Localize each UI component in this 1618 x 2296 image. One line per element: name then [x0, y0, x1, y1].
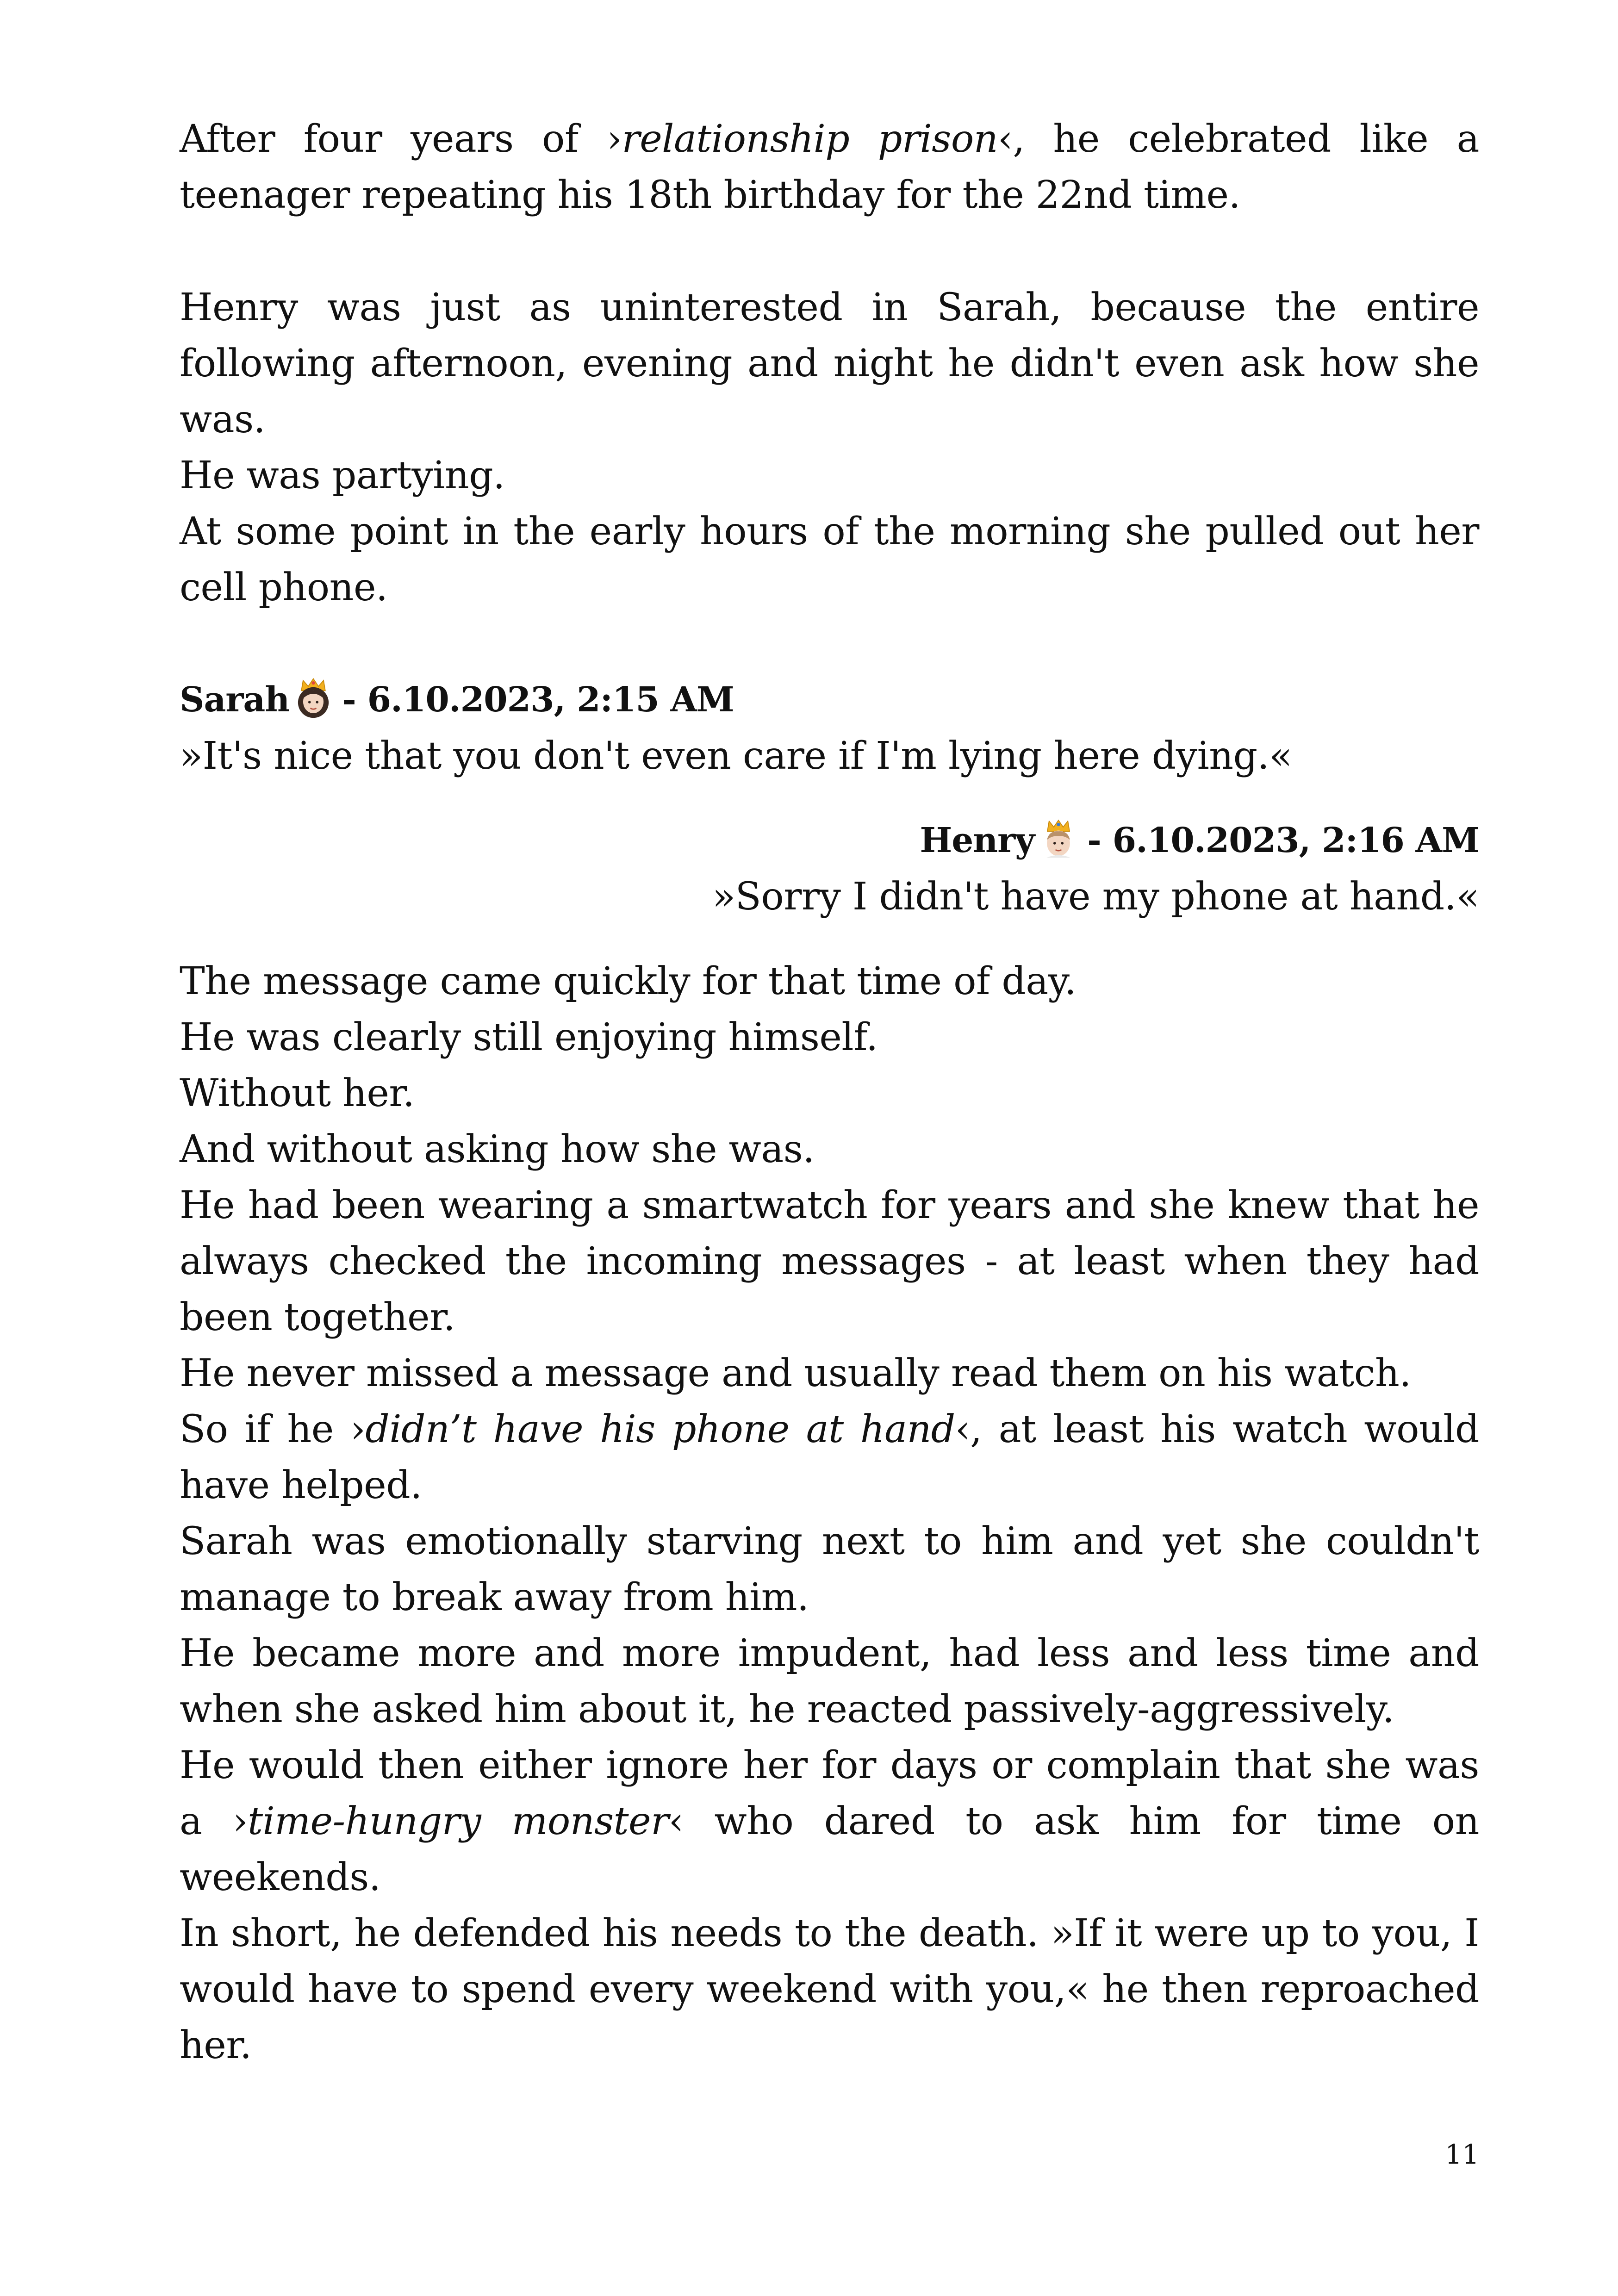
italic-phrase: relationship prison	[622, 117, 998, 161]
message-text: »Sorry I didn't have my phone at hand.«	[712, 875, 1479, 919]
paragraph: The message came quickly for that time of day.	[180, 959, 1077, 1003]
paragraph: He became more and more impudent, had less and less time and when she asked him about it, he reacted passively-aggressively.	[180, 1631, 1479, 1731]
message-timestamp: - 6.10.2023, 2:15 AM	[342, 680, 734, 720]
message-header	[180, 672, 1479, 728]
message-text: »It's nice that you don't even care if I'm lying here dying.«	[180, 734, 1292, 778]
paragraph: And without asking how she was.	[180, 1127, 815, 1171]
paragraph-gap	[180, 616, 1479, 672]
message-header	[180, 813, 1479, 869]
message-sender: Sarah	[180, 680, 290, 720]
paragraph: He was clearly still enjoying himself.	[180, 1015, 878, 1059]
paragraph: Henry was just as uninterested in Sarah, because the entire following afternoon, evening and night he didn't even ask how she was.	[180, 286, 1479, 442]
page-content	[180, 111, 1479, 2073]
prince-emoji-icon	[1037, 817, 1080, 859]
paragraph: He had been wearing a smartwatch for years and she knew that he always checked the incoming messages - at least when they had been together.	[180, 1183, 1479, 1339]
italic-phrase: time-hungry monster	[248, 1799, 669, 1843]
paragraph: Sarah was emotionally starving next to him and yet she couldn't manage to break away from him.	[180, 1519, 1479, 1619]
message-sender: Henry	[920, 821, 1035, 860]
message-timestamp: - 6.10.2023, 2:16 AM	[1087, 821, 1479, 860]
paragraph: So if he ›didn’t have his phone at hand‹, at least his watch would have helped.	[180, 1407, 1480, 1507]
message-gap	[180, 784, 1479, 813]
message-sarah	[180, 672, 1479, 784]
paragraph-gap	[180, 223, 1479, 280]
paragraph: Without her.	[180, 1071, 415, 1115]
paragraph: At some point in the early hours of the morning she pulled out her cell phone.	[180, 510, 1479, 610]
paragraph: He would then either ignore her for days or complain that she was a ›time-hungry monster‹ who dared to ask him for time on weekends.	[180, 1743, 1479, 1899]
paragraph: He never missed a message and usually read them on his watch.	[180, 1351, 1411, 1395]
paragraph: After four years of ›relationship prison‹, he celebrated like a teenager repeating his 18th birthday for the 22nd time.	[180, 117, 1480, 217]
paragraph-gap	[180, 925, 1479, 953]
page-number: 11	[1445, 2139, 1479, 2170]
princess-emoji-icon	[292, 676, 335, 719]
paragraph: In short, he defended his needs to the death. »If it were up to you, I would have to spend every weekend with you,« he then reproached her.	[180, 1911, 1479, 2067]
message-henry	[180, 813, 1479, 925]
italic-phrase: didn’t have his phone at hand	[365, 1407, 955, 1451]
paragraph: He was partying.	[180, 454, 505, 498]
